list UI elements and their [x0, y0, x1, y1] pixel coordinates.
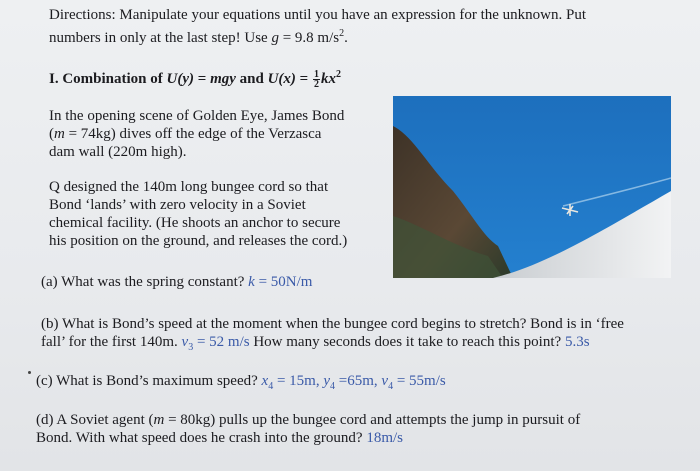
equals-2: = — [295, 71, 312, 87]
directions-line-1 — [49, 6, 586, 24]
question-c — [36, 372, 446, 396]
dam-illustration — [393, 96, 671, 278]
question-c-text: (c) What is Bond’s maximum speed? — [36, 373, 262, 389]
question-a-text: (a) What was the spring constant? — [41, 274, 249, 290]
kx-symbol: kx — [320, 71, 336, 87]
answer-d: 18m/s — [366, 430, 403, 446]
story-p1-line-3 — [49, 143, 186, 161]
answer-b-speed: = 52 m/s — [193, 334, 250, 350]
question-b-line-1 — [41, 315, 624, 333]
k-symbol: k — [248, 274, 255, 290]
question-b-text: (b) What is Bond’s speed at the moment when the bungee cord begins to stretch? Bond is in ‘free — [41, 316, 624, 332]
mgy-symbol: mgy — [210, 71, 236, 87]
story-text: his position on the ground, and releases the cord.) — [49, 233, 348, 249]
question-b-text-3: How many seconds does it take to reach this point? — [249, 334, 565, 350]
directions-period: . — [344, 30, 348, 46]
question-d-line-2 — [36, 429, 403, 447]
v3-subscript: 3 — [188, 342, 194, 353]
story-text: dam wall (220m high). — [49, 144, 187, 160]
v4-value: = 55m/s — [393, 373, 446, 389]
story-text: Bond ‘lands’ with zero velocity in a Soviet — [49, 197, 306, 213]
v4-subscript: 4 — [388, 381, 394, 392]
question-d-text-3: Bond. With what speed does he crash into the ground? — [36, 430, 367, 446]
y4-symbol: y — [323, 373, 330, 389]
section-prefix: I. Combination of — [49, 71, 167, 87]
v4-symbol: v — [381, 373, 389, 389]
directions-line-2 — [49, 25, 348, 47]
directions-text-2: numbers in only at the last step! Use — [49, 30, 272, 46]
g-symbol: g — [271, 30, 279, 46]
and-word: and — [235, 71, 268, 87]
v3-symbol: v — [181, 334, 189, 350]
g-value: = 9.8 m/s — [278, 30, 340, 46]
story-text: In the opening scene of Golden Eye, James Bond — [49, 108, 345, 124]
story-p1-line-2 — [49, 125, 321, 143]
section-heading — [49, 66, 341, 89]
question-a — [41, 273, 312, 291]
uy-symbol: U(y) — [166, 71, 195, 87]
bungee-dam-photo — [393, 96, 671, 278]
half-fraction — [313, 70, 320, 89]
y4-subscript: 4 — [330, 381, 335, 392]
answer-b-time: 5.3s — [564, 334, 590, 350]
y4-value: =65m, — [335, 373, 382, 389]
equals-1: = — [194, 71, 211, 87]
answer-a: = 50N/m — [254, 274, 313, 290]
directions-text-1: Directions: Manipulate your equations until you have an expression for the unknown. Put — [49, 7, 586, 23]
fraction-numerator: 1 — [313, 69, 319, 81]
question-d-line-1 — [36, 411, 580, 429]
x4-symbol: x — [261, 373, 269, 389]
m-symbol: m — [54, 126, 65, 142]
bullet-dot — [28, 371, 31, 374]
story-p2-line-3 — [49, 214, 340, 232]
story-p1-line-1 — [49, 107, 344, 125]
g-exponent: 2 — [339, 28, 345, 39]
x4-subscript: 4 — [268, 381, 274, 392]
m-symbol: m — [153, 412, 165, 428]
paren: ( — [49, 126, 54, 142]
question-d-text-2: = 80kg) pulls up the bungee cord and attempts the jump in pursuit of — [164, 412, 581, 428]
story-text: = 74kg) dives off the edge of the Verzasca — [64, 126, 322, 142]
question-b-text-2: fall’ for the first 140m. — [41, 334, 182, 350]
story-p2-line-2 — [49, 196, 306, 214]
story-p2-line-4 — [49, 232, 347, 250]
story-text: Q designed the 140m long bungee cord so that — [49, 179, 329, 195]
x4-value: = 15m, — [273, 373, 324, 389]
question-b-line-2 — [41, 333, 590, 357]
kx-exponent: 2 — [335, 69, 341, 80]
story-p2-line-1 — [49, 178, 328, 196]
story-text: chemical facility. (He shoots an anchor to secure — [49, 215, 341, 231]
fraction-denominator: 2 — [313, 79, 319, 91]
question-d-text: (d) A Soviet agent ( — [36, 412, 154, 428]
ux-symbol: U(x) — [267, 71, 296, 87]
